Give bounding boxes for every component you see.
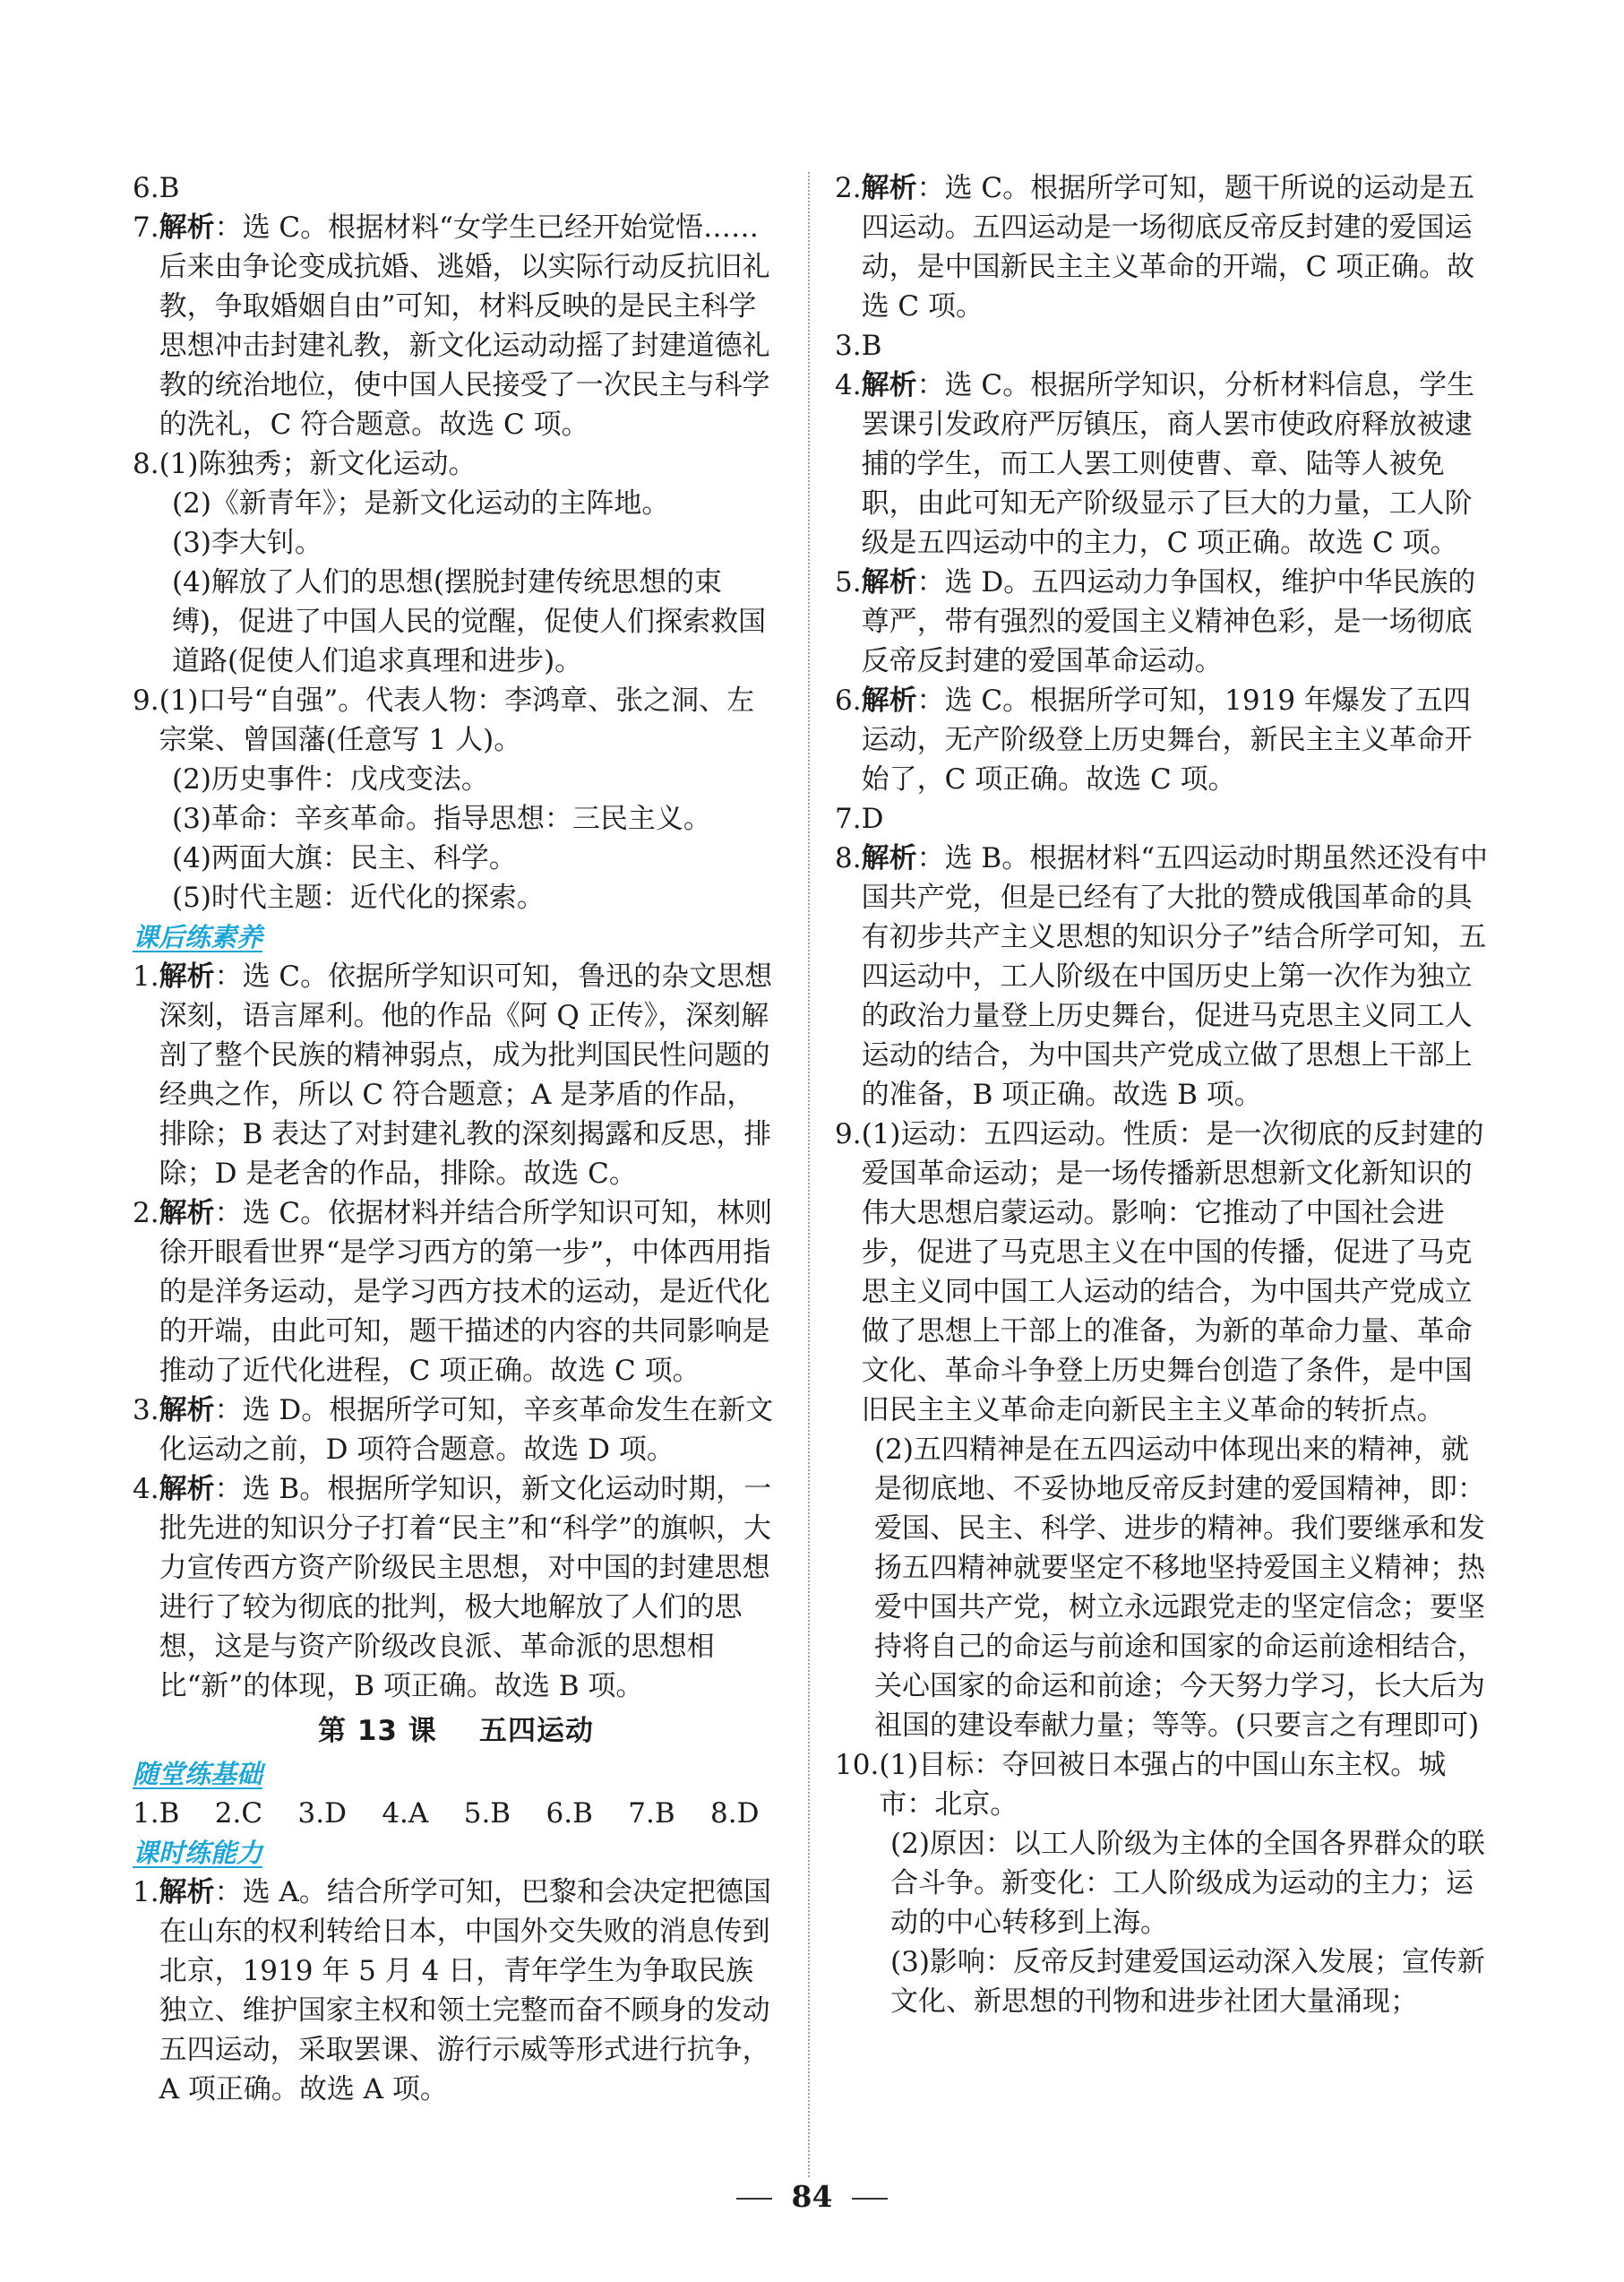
analysis-label: 解析: [159, 211, 215, 244]
answer-item: 9. (1)口号“自强”。代表人物：李鸿章、张之洞、左宗棠、曾国藩(任意写 1 人)。: [133, 685, 755, 756]
analysis-label: 解析: [159, 960, 215, 993]
analysis-label: 解析: [159, 1876, 215, 1908]
answer-key-row: 1.B 2.C 3.D 4.A 5.B 6.B 7.B 8.D: [133, 1797, 760, 1830]
right-column: [835, 168, 1491, 2021]
analysis-label: 解析: [159, 1394, 215, 1426]
sub-answer: (5)时代主题：近代化的探索。: [172, 882, 545, 914]
analysis-label: 解析: [861, 842, 917, 874]
answer-item: 6. B: [133, 172, 180, 204]
sub-answer: (2)历史事件：戊戌变法。: [172, 763, 489, 796]
sub-answer: (2)原因：以工人阶级为主体的全国各界群众的联合斗争。新变化：工人阶级成为运动的主力；运动的中心转移到上海。: [890, 1828, 1485, 1939]
answer-item: 5. 解析：选 D。五四运动力争国权，维护中华民族的尊严，带有强烈的爱国主义精神色彩，是一场彻底反帝反封建的爱国革命运动。: [835, 566, 1476, 677]
column-divider: [808, 172, 810, 2177]
answer-item: 7. 解析：选 C。根据材料“女学生已经开始觉悟……后来由争论变成抗婚、逃婚，以实际行动反抗旧礼教，争取婚姻自由”可知，材料反映的是民主科学思想冲击封建礼教，新文化运动动摇了封建道德礼教的统治地位，使中国人民接受了一次民主与科学的洗礼，C 符合题意。故选 C 项。: [133, 211, 770, 441]
section-heading: 课后练素养: [133, 922, 263, 952]
answer-item: 7. D: [835, 803, 884, 835]
answer-item: 1. 解析：选 C。依据所学知识可知，鲁迅的杂文思想深刻，语言犀利。他的作品《阿 Q 正传》，深刻解剖了整个民族的精神弱点，成为批判国民性问题的经典之作，所以 C 符合题意；A 是茅盾的作品，排除；B 表达了对封建礼教的深刻揭露和反思，排除；D 是老舍的作品，排除。故选 C。: [133, 960, 773, 1190]
left-column: [133, 168, 779, 2109]
analysis-label: 解析: [861, 172, 917, 204]
sub-answer: (4)解放了人们的思想(摆脱封建传统思想的束缚)，促进了中国人民的觉醒，促使人们探索救国道路(促使人们追求真理和进步)。: [172, 566, 767, 677]
answer-item: 1. 解析：选 A。结合所学可知，巴黎和会决定把德国在山东的权利转给日本，中国外交失败的消息传到北京，1919 年 5 月 4 日，青年学生为争取民族独立、维护国家主权和领土完整而奋不顾身的发动五四运动，采取罢课、游行示威等形式进行抗争，A 项正确。故选 A 项。: [133, 1876, 771, 2105]
answer-item: 10. (1)目标：夺回被日本强占的中国山东主权。城市：北京。: [835, 1749, 1447, 1821]
answer-item: 4. 解析：选 C。根据所学知识，分析材料信息，学生罢课引发政府严厉镇压，商人罢市使政府释放被逮捕的学生，而工人罢工则使曹、章、陆等人被免职，由此可知无产阶级显示了巨大的力量，工人阶级是五四运动中的主力，C 项正确。故选 C 项。: [835, 369, 1475, 559]
answer-item: 9. (1)运动：五四运动。性质：是一次彻底的反封建的爱国革命运动；是一场传播新思想新文化新知识的伟大思想启蒙运动。影响：它推动了中国社会进步，促进了马克思主义在中国的传播，促进了马克思主义同中国工人运动的结合，为中国共产党成立做了思想上干部上的准备，为新的革命力量、革命文化、革命斗争登上历史舞台创造了条件，是中国旧民主主义革命走向新民主主义革命的转折点。: [835, 1118, 1484, 1426]
analysis-label: 解析: [861, 685, 917, 717]
answer-item: 4. 解析：选 B。根据所学知识，新文化运动时期，一批先进的知识分子打着“民主”和“科学”的旗帜，大力宣传西方资产阶级民主思想，对中国的封建思想进行了较为彻底的批判，极大地解放了人们的思想，这是与资产阶级改良派、革命派的思想相比“新”的体现，B 项正确。故选 B 项。: [133, 1473, 772, 1702]
analysis-label: 解析: [861, 369, 917, 401]
analysis-label: 解析: [159, 1473, 215, 1505]
answer-item: 6. 解析：选 C。根据所学可知，1919 年爆发了五四运动，无产阶级登上历史舞台，新民主主义革命开始了，C 项正确。故选 C 项。: [835, 685, 1473, 796]
sub-answer: (4)两面大旗：民主、科学。: [172, 842, 517, 874]
answer-item: 3. B: [835, 330, 882, 362]
analysis-label: 解析: [861, 566, 917, 598]
sub-answer: (2)五四精神是在五四运动中体现出来的精神，就是彻底地、不妥协地反帝反封建的爱国精神，即：爱国、民主、科学、进步的精神。我们要继承和发扬五四精神就要坚定不移地坚持爱国主义精神；热爱中国共产党，树立永远跟党走的坚定信念；要坚持将自己的命运与前途和国家的命运前途相结合，关心国家的命运和前途；今天努力学习，长大后为祖国的建设奉献力量；等等。(只要言之有理即可): [874, 1434, 1485, 1742]
answer-item: 8. (1)陈独秀；新文化运动。: [133, 448, 477, 480]
sub-answer: (3)李大钊。: [172, 527, 322, 559]
page-number: 84: [0, 2179, 1624, 2214]
sub-answer: (3)影响：反帝反封建爱国运动深入发展；宣传新文化、新思想的刊物和进步社团大量涌现；: [890, 1946, 1485, 2018]
sub-answer: (3)革命：辛亥革命。指导思想：三民主义。: [172, 803, 711, 835]
lesson-title: 第 13 课 五四运动: [318, 1715, 594, 1747]
answer-item: 3. 解析：选 D。根据所学可知，辛亥革命发生在新文化运动之前，D 项符合题意。故选 D 项。: [133, 1394, 774, 1466]
answer-item: 2. 解析：选 C。依据材料并结合所学知识可知，林则徐开眼看世界“是学习西方的第一步”，中体西用指的是洋务运动，是学习西方技术的运动，是近代化的开端，由此可知，题干描述的内容的共同影响是推动了近代化进程，C 项正确。故选 C 项。: [133, 1197, 773, 1387]
analysis-label: 解析: [159, 1197, 215, 1229]
dash-right: [852, 2198, 888, 2200]
sub-answer: (2)《新青年》；是新文化运动的主阵地。: [172, 487, 670, 520]
answer-item: 2. 解析：选 C。根据所学可知，题干所说的运动是五四运动。五四运动是一场彻底反帝反封建的爱国运动，是中国新民主主义革命的开端，C 项正确。故选 C 项。: [835, 172, 1475, 323]
section-heading: 课时练能力: [133, 1838, 263, 1868]
section-heading: 随堂练基础: [133, 1759, 263, 1789]
dash-left: [736, 2198, 772, 2200]
answer-item: 8. 解析：选 B。根据材料“五四运动时期虽然还没有中国共产党，但是已经有了大批的赞成俄国革命的具有初步共产主义思想的知识分子”结合所学可知，五四运动中，工人阶级在中国历史上第一次作为独立的政治力量登上历史舞台，促进马克思主义同工人运动的结合，为中国共产党成立做了思想上干部上的准备，B 项正确。故选 B 项。: [835, 842, 1489, 1111]
